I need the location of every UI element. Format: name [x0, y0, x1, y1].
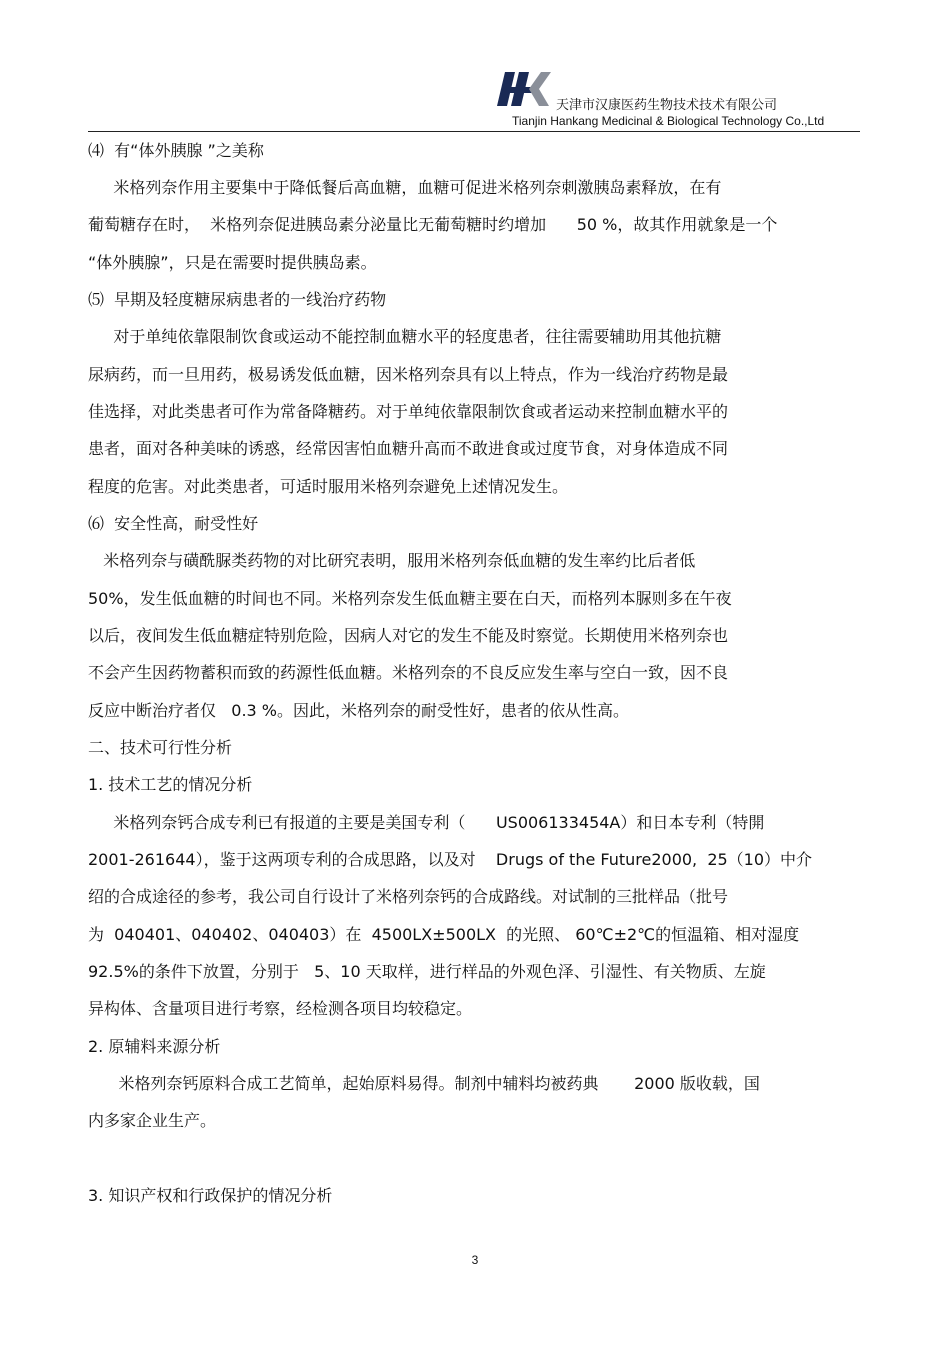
body-line: 佳选择，对此类患者可作为常备降糖药。对于单纯依靠限制饮食或者运动来控制血糖水平的 [88, 402, 729, 421]
heading-5: ⑸ 早期及轻度糖尿病患者的一线治疗药物 [88, 290, 387, 309]
header-divider [88, 131, 860, 132]
heading-6: ⑹ 安全性高，耐受性好 [88, 514, 259, 533]
subsection-heading: 1. 技术工艺的情况分析 [88, 775, 253, 794]
body-line: 92.5%的条件下放置，分别于 5、10 天取样，进行样品的外观色泽、引湿性、有关物质、左旋 [88, 962, 766, 981]
body-line: 对于单纯依靠限制饮食或运动不能控制血糖水平的轻度患者，往往需要辅助用其他抗糖 [88, 327, 722, 346]
body-line: 2001-261644），鉴于这两项专利的合成思路，以及对 Drugs of the Future2000, 25（10）中介 [88, 850, 813, 869]
body-line: 异构体、含量项目进行考察，经检测各项目均较稳定。 [88, 999, 473, 1018]
company-name-en: Tianjin Hankang Medicinal & Biological Technology Co.,Ltd [512, 114, 825, 128]
company-logo [495, 70, 553, 108]
body-line: 米格列奈与磺酰脲类药物的对比研究表明，服用米格列奈低血糖的发生率约比后者低 [88, 551, 696, 570]
body-line: 患者，面对各种美味的诱惑，经常因害怕血糖升高而不敢进食或过度节食，对身体造成不同 [88, 439, 729, 458]
body-line: 程度的危害。对此类患者，可适时服用米格列奈避免上述情况发生。 [88, 477, 569, 496]
company-name-cn: 天津市汉康医药生物技术技术有限公司 [556, 98, 778, 113]
body-line: 米格列奈钙合成专利已有报道的主要是美国专利（ US006133454A）和日本专利（特開 [88, 813, 765, 832]
body-line: “体外胰腺”，只是在需要时提供胰岛素。 [88, 253, 377, 272]
body-line: 葡萄糖存在时， 米格列奈促进胰岛素分泌量比无葡萄糖时约增加 50 %，故其作用就象是一个 [88, 215, 778, 234]
body-line: 不会产生因药物蓄积而致的药源性低血糖。米格列奈的不良反应发生率与空白一致，因不良 [88, 663, 729, 682]
body-line: 尿病药，而一旦用药，极易诱发低血糖，因米格列奈具有以上特点，作为一线治疗药物是最 [88, 365, 729, 384]
body-line: 50%，发生低血糖的时间也不同。米格列奈发生低血糖主要在白天，而格列本脲则多在午夜 [88, 589, 732, 608]
page-number: 3 [471, 1253, 479, 1267]
subsection-heading: 3. 知识产权和行政保护的情况分析 [88, 1186, 333, 1205]
body-line: 以后，夜间发生低血糖症特别危险，因病人对它的发生不能及时察觉。长期使用米格列奈也 [88, 626, 729, 645]
section-heading: 二、技术可行性分析 [88, 738, 233, 757]
body-line: 绍的合成途径的参考，我公司自行设计了米格列奈钙的合成路线。对试制的三批样品（批号 [88, 887, 729, 906]
body-line: 米格列奈作用主要集中于降低餐后高血糖，血糖可促进米格列奈刺激胰岛素释放，在有 [88, 178, 722, 197]
body-line: 为 040401、040402、040403）在 4500LX±500LX 的光照、 60℃±2℃的恒温箱、相对湿度 [88, 925, 800, 944]
body-line: 反应中断治疗者仅 0.3 %。因此，米格列奈的耐受性好，患者的依从性高。 [88, 701, 629, 720]
subsection-heading: 2. 原辅料来源分析 [88, 1037, 221, 1056]
body-line: 内多家企业生产。 [88, 1111, 217, 1130]
heading-4: ⑷ 有“体外胰腺 ”之美称 [88, 141, 264, 160]
body-line: 米格列奈钙原料合成工艺简单，起始原料易得。制剂中辅料均被药典 2000 版收载，国 [88, 1074, 760, 1093]
